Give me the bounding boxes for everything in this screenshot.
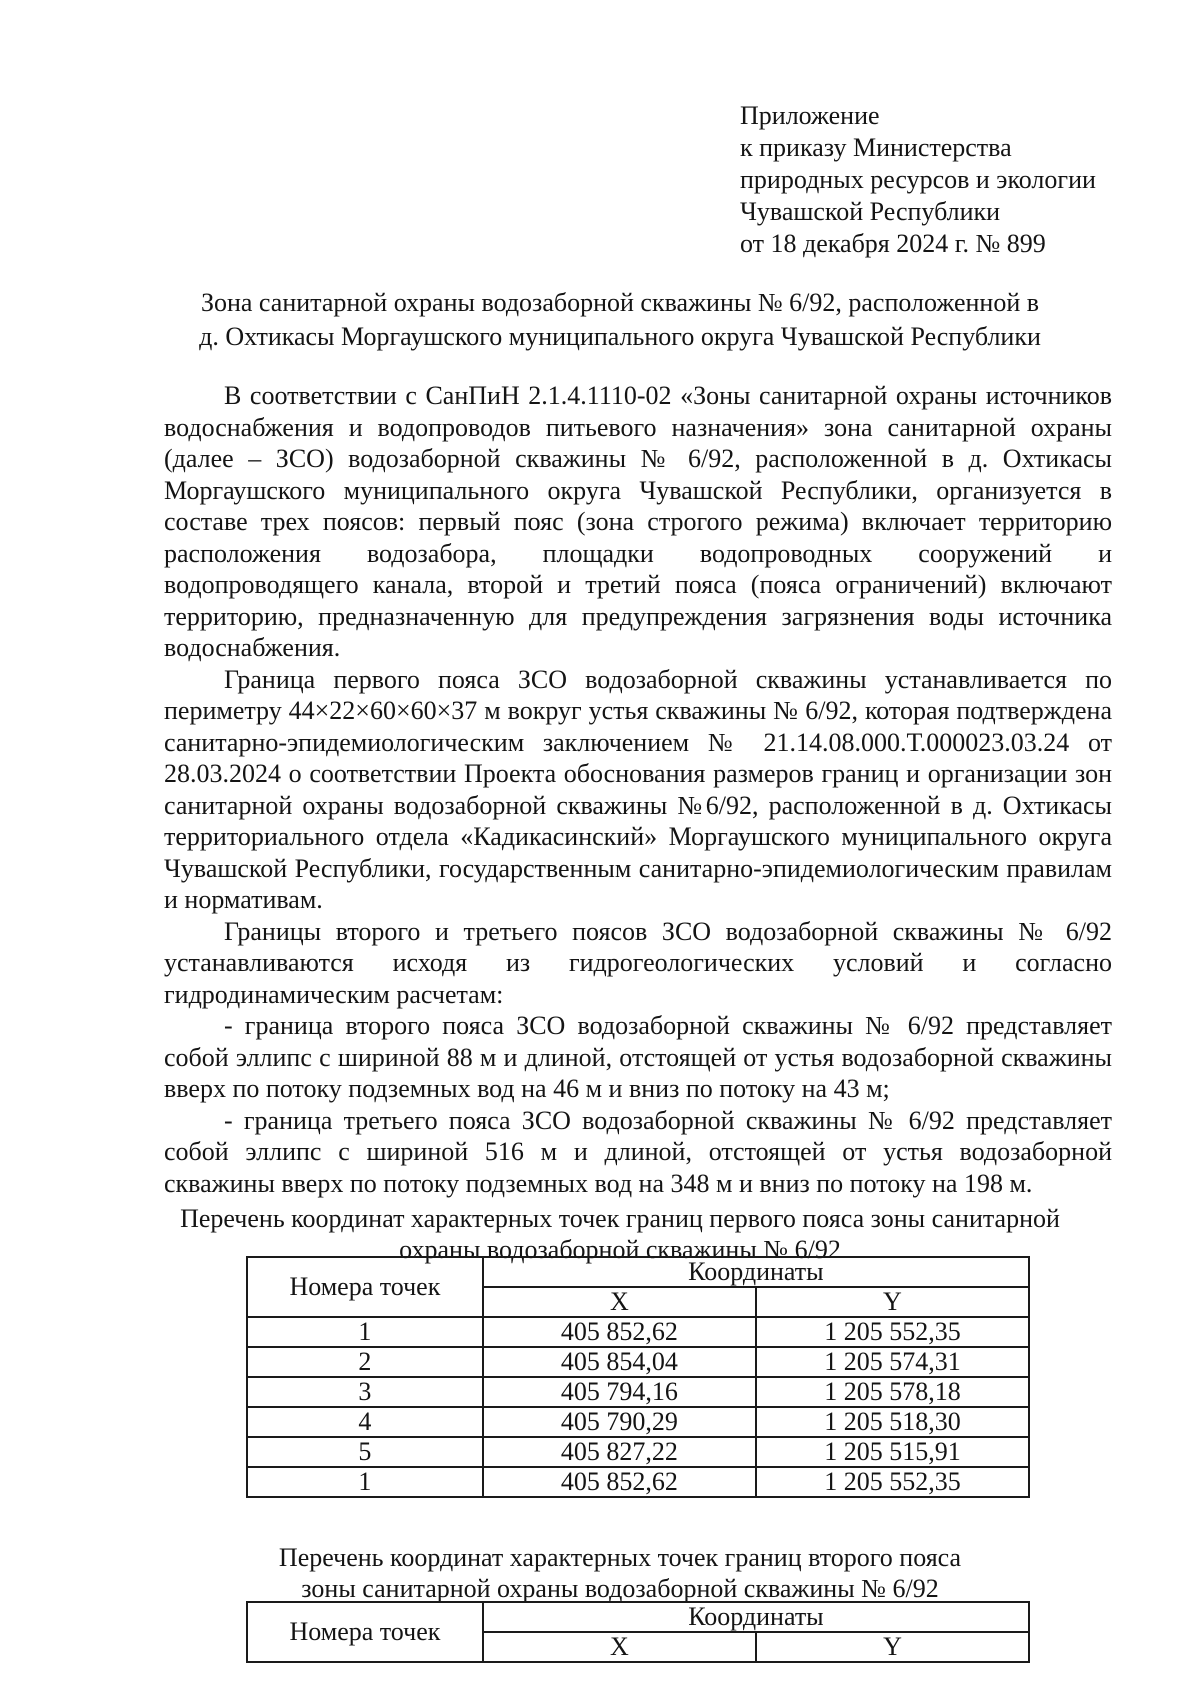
header-points: Номера точек	[247, 1257, 483, 1317]
title-line: Зона санитарной охраны водозаборной скважины № 6/92, расположенной в	[200, 288, 1040, 317]
table2-caption	[150, 1542, 1090, 1604]
table-header-row	[247, 1602, 1029, 1632]
coord-y: 1 205 552,35	[756, 1467, 1029, 1497]
title-line: д. Охтикасы Моргаушского муниципального округа Чувашской Республики	[199, 322, 1041, 351]
coord-x: 405 852,62	[483, 1467, 756, 1497]
coord-x: 405 827,22	[483, 1437, 756, 1467]
point-number: 5	[247, 1437, 483, 1467]
coord-y: 1 205 515,91	[756, 1437, 1029, 1467]
paragraph: В соответствии с СанПиН 2.1.4.1110-02 «Зоны санитарной охраны источников водоснабжения и водопроводов питьевого назначения» зона санитарной охраны (далее – ЗСО) водозаборной скважины № 6/92, расположенной в д. Охтикасы Моргаушского муниципального округа Чувашской Республики, организуется в составе трех поясов: первый пояс (зона строгого режима) включает территорию расположения водозабора, площадки водопроводных сооружений и водопроводящего канала, второй и третий пояса (пояса ограничений) включают территорию, предназначенную для предупреждения загрязнения воды источника водоснабжения.	[164, 381, 1112, 662]
coord-x: 405 852,62	[483, 1317, 756, 1347]
document-title	[150, 286, 1090, 354]
point-number: 3	[247, 1377, 483, 1407]
table-row	[247, 1377, 1029, 1407]
point-number: 1	[247, 1467, 483, 1497]
header-coordinates: Координаты	[483, 1257, 1029, 1287]
header-x: X	[483, 1287, 756, 1317]
point-number: 2	[247, 1347, 483, 1377]
table-row	[247, 1437, 1029, 1467]
header-y: Y	[756, 1287, 1029, 1317]
coord-y: 1 205 574,31	[756, 1347, 1029, 1377]
caption-line: охраны водозаборной скважины № 6/92	[399, 1235, 841, 1264]
paragraph: Границы второго и третьего поясов ЗСО водозаборной скважины № 6/92 устанавливаются исходя из гидрогеологических условий и согласно гидродинамическим расчетам:	[164, 916, 1112, 1009]
table-row	[247, 1347, 1029, 1377]
coord-x: 405 854,04	[483, 1347, 756, 1377]
appendix-line: Чувашской Республики	[740, 197, 1001, 226]
table-row	[247, 1317, 1029, 1347]
header-x: X	[483, 1632, 756, 1662]
caption-line: зоны санитарной охраны водозаборной скважины № 6/92	[301, 1574, 939, 1603]
paragraph: - граница второго пояса ЗСО водозаборной скважины № 6/92 представляет собой эллипс с шириной 88 м и длиной, отстоящей от устья водозаборной скважины вверх по потоку подземных вод на 46 м и вниз по потоку на 43 м;	[164, 1011, 1112, 1103]
paragraph: Граница первого пояса ЗСО водозаборной скважины устанавливается по периметру 44×22×60×60×37 м вокруг устья скважины № 6/92, которая подтверждена санитарно-эпидемиологическим заключением № 21.14.08.000.Т.000023.03.24 от 28.03.2024 о соответствии Проекта обоснования размеров границ и организации зон санитарной охраны водозаборной скважины №6/92, расположенной в д. Охтикасы территориального отдела «Кадикасинский» Моргаушского муниципального округа Чувашской Республики, государственным санитарно-эпидемиологическим правилам и нормативам.	[164, 664, 1112, 914]
document-body	[164, 380, 1112, 1199]
coord-y: 1 205 552,35	[756, 1317, 1029, 1347]
header-coordinates: Координаты	[483, 1602, 1029, 1632]
caption-line: Перечень координат характерных точек границ первого пояса зоны санитарной	[180, 1204, 1060, 1233]
table-header-row	[247, 1257, 1029, 1287]
appendix-line: Приложение	[740, 101, 880, 130]
header-points: Номера точек	[247, 1602, 483, 1662]
table-row	[247, 1467, 1029, 1497]
point-number: 1	[247, 1317, 483, 1347]
coord-y: 1 205 578,18	[756, 1377, 1029, 1407]
caption-line: Перечень координат характерных точек границ второго пояса	[278, 1543, 962, 1572]
appendix-block	[740, 100, 1096, 260]
appendix-line: к приказу Министерства	[740, 133, 1012, 162]
coordinates-table-second-belt	[246, 1601, 1030, 1663]
header-y: Y	[756, 1632, 1029, 1662]
paragraph: - граница третьего пояса ЗСО водозаборной скважины № 6/92 представляет собой эллипс с шириной 516 м и длиной, отстоящей от устья водозаборной скважины вверх по потоку подземных вод на 348 м и вниз по потоку на 198 м.	[164, 1105, 1112, 1198]
coord-x: 405 794,16	[483, 1377, 756, 1407]
coordinates-table-first-belt	[246, 1256, 1030, 1498]
coord-x: 405 790,29	[483, 1407, 756, 1437]
appendix-line: от 18 декабря 2024 г. № 899	[740, 229, 1046, 258]
table-row	[247, 1407, 1029, 1437]
coord-y: 1 205 518,30	[756, 1407, 1029, 1437]
appendix-line: природных ресурсов и экологии	[740, 165, 1096, 194]
point-number: 4	[247, 1407, 483, 1437]
